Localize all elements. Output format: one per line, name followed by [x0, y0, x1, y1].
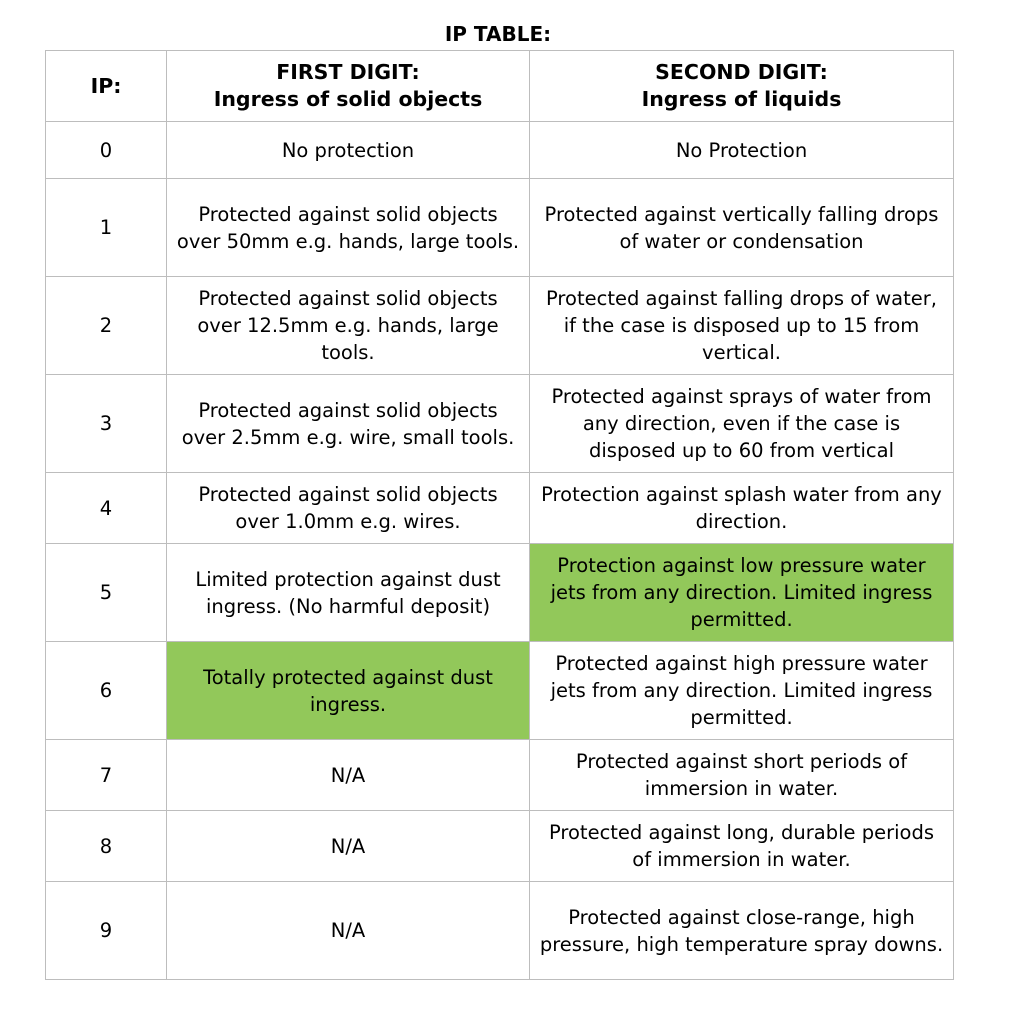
table-row: [46, 473, 954, 544]
table-row: [46, 740, 954, 811]
ip-cell: 5: [46, 544, 167, 642]
second-digit-cell: Protected against high pressure water jets from any direction. Limited ingress permitted.: [530, 642, 954, 740]
ip-cell: 6: [46, 642, 167, 740]
table-row: [46, 544, 954, 642]
first-digit-cell: Protected against solid objects over 12.5mm e.g. hands, large tools.: [167, 277, 530, 375]
table-row: [46, 642, 954, 740]
second-digit-cell: No Protection: [530, 122, 954, 179]
second-digit-cell: Protected against sprays of water from any direction, even if the case is disposed up to 60 from vertical: [530, 375, 954, 473]
first-digit-cell: No protection: [167, 122, 530, 179]
ip-cell: 8: [46, 811, 167, 882]
first-digit-cell-highlighted: Totally protected against dust ingress.: [167, 642, 530, 740]
header-first-digit: [167, 51, 530, 122]
second-digit-cell: Protected against vertically falling drops of water or condensation: [530, 179, 954, 277]
table-row: [46, 811, 954, 882]
table-title: IP TABLE:: [444, 22, 552, 46]
second-digit-cell: Protected against short periods of immersion in water.: [530, 740, 954, 811]
ip-cell: 7: [46, 740, 167, 811]
first-digit-cell: Limited protection against dust ingress. (No harmful deposit): [167, 544, 530, 642]
table-row: [46, 882, 954, 980]
table-row: [46, 122, 954, 179]
header-first-digit-subtitle: Ingress of solid objects: [213, 87, 483, 111]
second-digit-cell: Protected against falling drops of water, if the case is disposed up to 15 from vertical.: [530, 277, 954, 375]
first-digit-cell: N/A: [167, 811, 530, 882]
second-digit-cell-highlighted: Protection against low pressure water jets from any direction. Limited ingress permitted.: [530, 544, 954, 642]
second-digit-cell: Protected against close-range, high pressure, high temperature spray downs.: [530, 882, 954, 980]
second-digit-cell: Protected against long, durable periods of immersion in water.: [530, 811, 954, 882]
table-row: [46, 375, 954, 473]
second-digit-cell: Protection against splash water from any direction.: [530, 473, 954, 544]
header-ip: IP:: [46, 51, 167, 122]
ip-cell: 9: [46, 882, 167, 980]
ip-cell: 0: [46, 122, 167, 179]
ip-cell: 2: [46, 277, 167, 375]
first-digit-cell: N/A: [167, 740, 530, 811]
first-digit-cell: Protected against solid objects over 1.0mm e.g. wires.: [167, 473, 530, 544]
ip-cell: 4: [46, 473, 167, 544]
first-digit-cell: Protected against solid objects over 50mm e.g. hands, large tools.: [167, 179, 530, 277]
header-second-digit-title: SECOND DIGIT:: [655, 60, 828, 84]
header-second-digit-subtitle: Ingress of liquids: [641, 87, 842, 111]
header-second-digit: [530, 51, 954, 122]
ip-cell: 3: [46, 375, 167, 473]
ip-table: [45, 50, 954, 980]
first-digit-cell: N/A: [167, 882, 530, 980]
header-first-digit-title: FIRST DIGIT:: [276, 60, 420, 84]
ip-cell: 1: [46, 179, 167, 277]
first-digit-cell: Protected against solid objects over 2.5mm e.g. wire, small tools.: [167, 375, 530, 473]
header-row: [46, 51, 954, 122]
table-row: [46, 277, 954, 375]
table-row: [46, 179, 954, 277]
